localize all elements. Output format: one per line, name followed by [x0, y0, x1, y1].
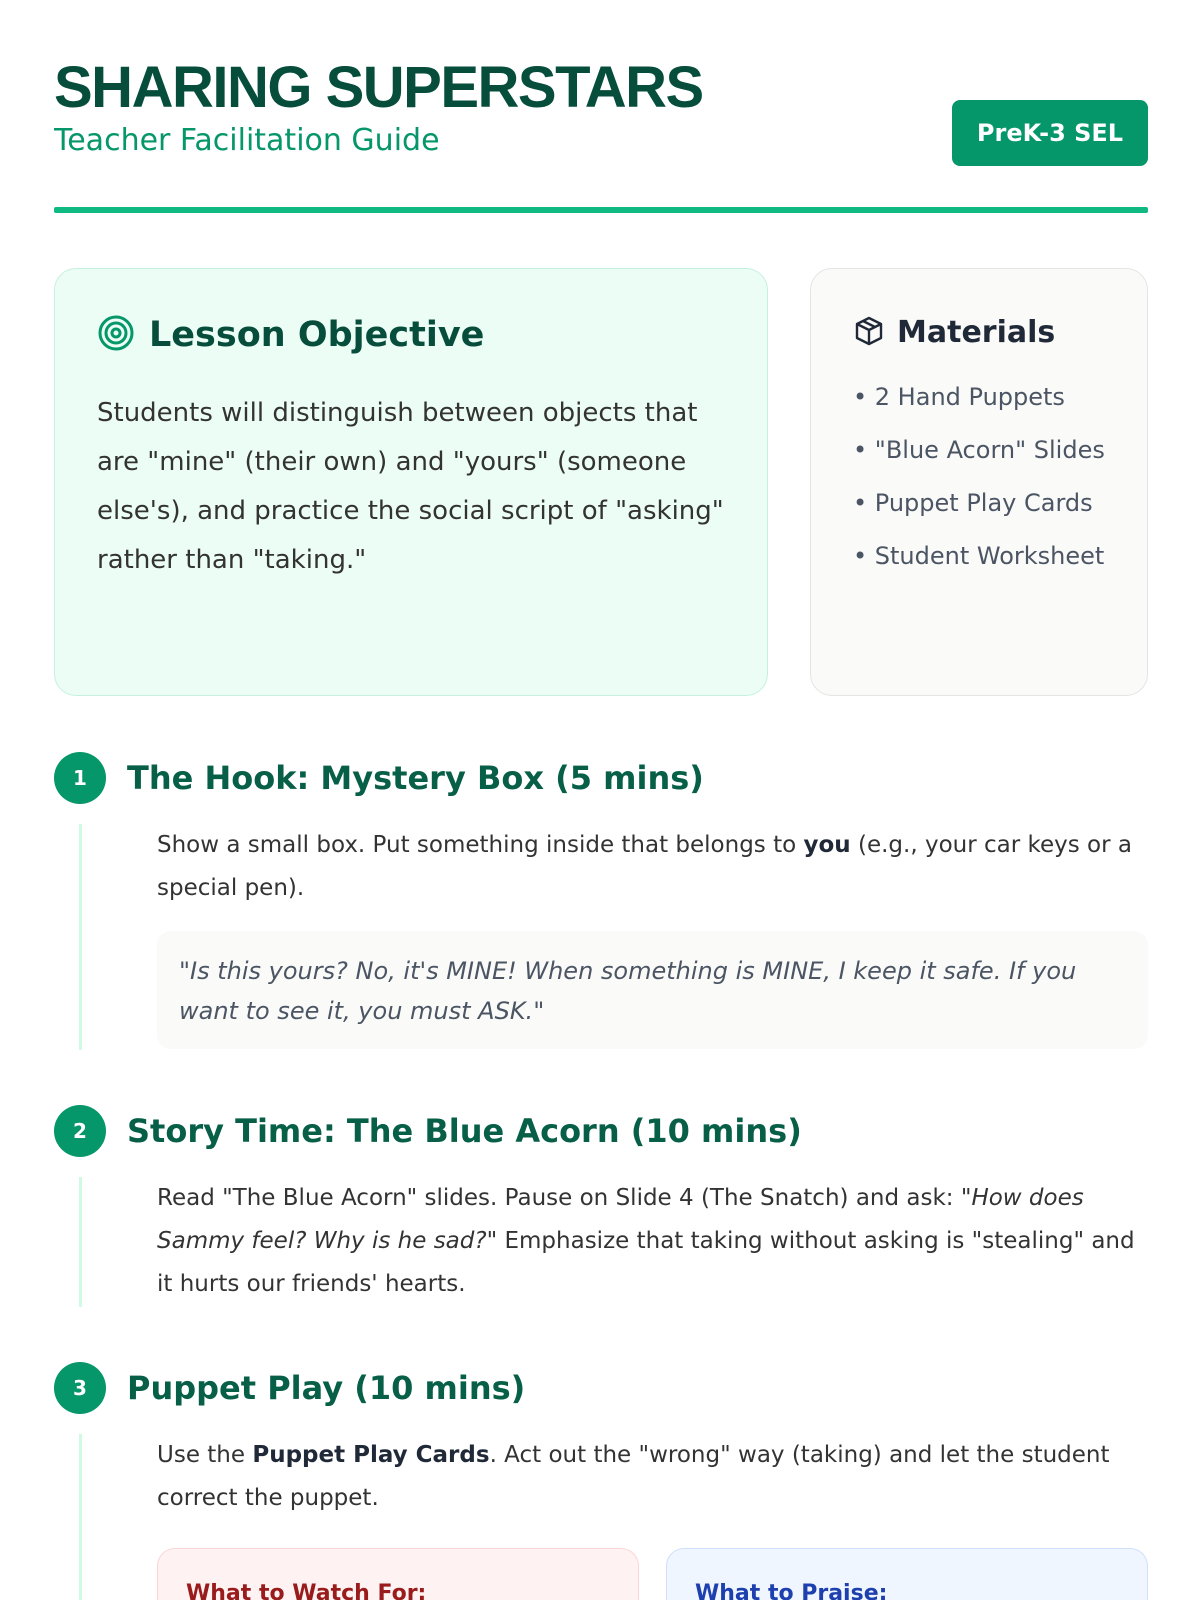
objective-card	[54, 268, 768, 696]
praise-card	[666, 1548, 1148, 1600]
header-divider	[54, 207, 1148, 213]
guide-page	[54, 0, 1148, 1600]
step-text-bold: you	[803, 832, 851, 858]
material-item: • Puppet Play Cards	[853, 489, 1093, 517]
materials-header	[853, 311, 1055, 355]
step-number: 1	[54, 752, 106, 804]
step-text: Read "The Blue Acorn" slides. Pause on Slide 4 (The Snatch) and ask:	[157, 1185, 961, 1211]
header	[54, 55, 1148, 208]
step-connector	[79, 1177, 82, 1307]
material-item: • Student Worksheet	[853, 542, 1105, 570]
step-number: 3	[54, 1362, 106, 1414]
objective-title: Lesson Objective	[149, 315, 485, 355]
page-title: SHARING SUPERSTARS	[54, 55, 703, 120]
watch-for-card	[157, 1548, 639, 1600]
target-icon	[97, 314, 135, 356]
step-connector	[79, 1434, 82, 1600]
step-text: . Act out the "wrong" way (taking) and let the student correct the puppet.	[157, 1442, 1110, 1511]
page-subtitle: Teacher Facilitation Guide	[54, 123, 440, 158]
material-item: • 2 Hand Puppets	[853, 383, 1065, 411]
grade-badge: PreK-3 SEL	[952, 100, 1148, 166]
step-text: Show a small box. Put something inside that belongs to	[157, 832, 804, 858]
step-body	[157, 1434, 1148, 1520]
step-body	[157, 824, 1148, 910]
step-title: Puppet Play (10 mins)	[127, 1369, 526, 1407]
material-item: • "Blue Acorn" Slides	[853, 436, 1105, 464]
step-text: Use the	[157, 1442, 253, 1468]
step-title: Story Time: The Blue Acorn (10 mins)	[127, 1112, 802, 1150]
step-body	[157, 1177, 1148, 1306]
step-text-bold: Puppet Play Cards	[252, 1442, 490, 1468]
step-text-italic: "How does Sammy feel? Why is he sad?"	[157, 1185, 1084, 1254]
objective-header	[97, 313, 484, 357]
watch-for-title: What to Watch For:	[186, 1581, 427, 1600]
step-text: Emphasize that taking without asking is "stealing" and it hurts our friends' hearts.	[157, 1228, 1135, 1297]
materials-card	[810, 268, 1148, 696]
box-icon	[853, 315, 885, 351]
materials-list	[853, 377, 1133, 589]
objective-text: Students will distinguish between objects that are "mine" (their own) and "yours" (someone else's), and practice the social script of "asking" rather than "taking."	[97, 398, 724, 575]
teacher-script-quote: "Is this yours? No, it's MINE! When something is MINE, I keep it safe. If you want to see it, you must ASK."	[157, 931, 1148, 1049]
step-text: (e.g., your car keys or a special pen).	[157, 832, 1132, 901]
materials-title: Materials	[897, 315, 1056, 350]
praise-title: What to Praise:	[695, 1581, 888, 1600]
step-number: 2	[54, 1105, 106, 1157]
step-title: The Hook: Mystery Box (5 mins)	[127, 759, 704, 797]
step-connector	[79, 824, 82, 1050]
